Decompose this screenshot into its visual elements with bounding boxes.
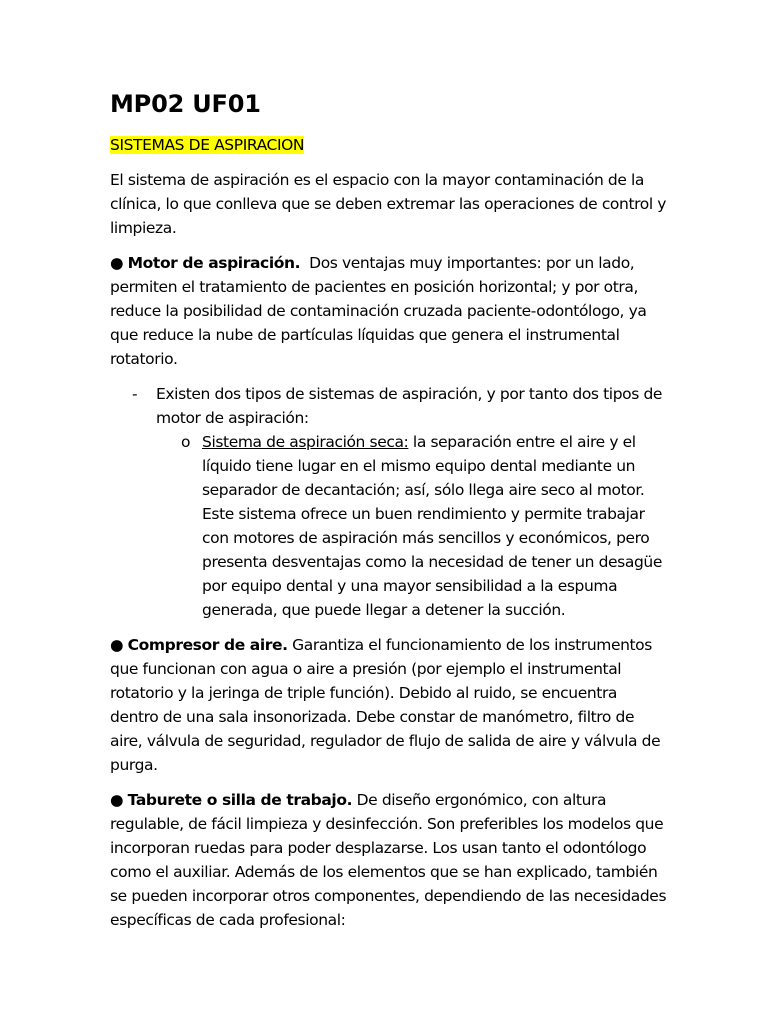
document-title: MP02 UF01 — [110, 90, 261, 118]
item-compresor-aire — [110, 633, 668, 777]
sub-list-item — [110, 430, 668, 622]
intro-paragraph: El sistema de aspiración es el espacio con la mayor contaminación de la clínica, lo que conlleva que se deben extremar las operaciones de control y limpieza. — [110, 171, 667, 237]
item-text: De diseño ergonómico, con altura regulable, de fácil limpieza y desinfección. Son preferibles los modelos que incorporan ruedas para poder desplazarse. Los usan tanto el odontólogo como el auxiliar. Además de los elementos que se han explicado, también se pueden incorporar otros componentes, dependiendo de las necesidades específicas de cada profesional: — [110, 791, 667, 929]
dash-item-text: Existen dos tipos de sistemas de aspiración, y por tanto dos tipos de motor de aspiración: — [156, 385, 663, 427]
highlighted-heading-text: SISTEMAS DE ASPIRACION — [110, 136, 305, 154]
bullet-symbol: ● — [110, 254, 124, 272]
item-term: Motor de aspiración. — [127, 254, 301, 272]
sub-item-text: la separación entre el aire y el líquido tiene lugar en el mismo equipo dental mediante un separador de decantación; así, sólo llega aire seco al motor. Este sistema ofrece un buen rendimiento y permite trabajar con motores de aspiración más sencillos y económicos, pero presenta desventajas como la necesidad de tener un desagüe por equipo dental y una mayor sensibilidad a la espuma generada, que puede llegar a detener la succión. — [202, 433, 662, 619]
sub-item-term: Sistema de aspiración seca: — [202, 433, 409, 451]
sub-marker: o — [181, 433, 191, 451]
item-text: Dos ventajas muy importantes: por un lado, permiten el tratamiento de pacientes en posición horizontal; y por otra, reduce la posibilidad de contaminación cruzada paciente-odontólogo, ya que reduce la nube de partículas líquidas que genera el instrumental rotatorio. — [110, 254, 647, 368]
item-term: Compresor de aire. — [127, 636, 288, 654]
bullet-symbol: ● — [110, 791, 124, 809]
dash-marker: - — [132, 385, 138, 403]
dash-list-item — [110, 382, 668, 430]
item-motor-aspiracion — [110, 251, 668, 371]
item-term: Taburete o silla de trabajo. — [127, 791, 353, 809]
section-heading — [110, 133, 668, 157]
item-text: Garantiza el funcionamiento de los instrumentos que funcionan con agua o aire a presión (por ejemplo el instrumental rotatorio y la jeringa de triple función). Debido al ruido, se encuentra dentro de una sala insonorizada. Debe constar de manómetro, filtro de aire, válvula de seguridad, regulador de flujo de salida de aire y válvula de purga. — [110, 636, 661, 774]
bullet-symbol: ● — [110, 636, 124, 654]
item-taburete — [110, 788, 668, 932]
